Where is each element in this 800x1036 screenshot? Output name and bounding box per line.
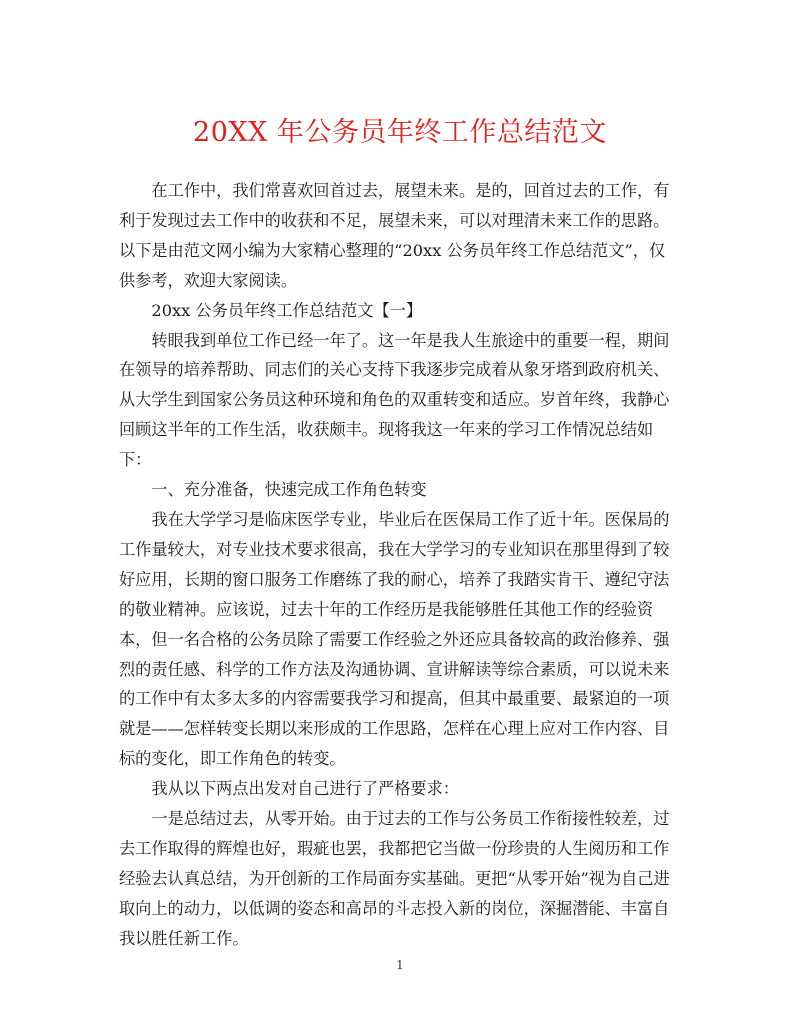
body-paragraph: 我从以下两点出发对自己进行了严格要求： — [151, 779, 459, 799]
section-heading-one: 20xx 公务员年终工作总结范文【一】 — [151, 300, 423, 320]
document-body — [119, 176, 679, 954]
page-number: 1 — [396, 958, 404, 972]
intro-paragraph: 在工作中，我们常喜欢回首过去，展望未来。是的，回首过去的工作，有利于发现过去工作中的收获和不足，展望未来，可以对理清未来工作的思路。以下是由范文网小编为大家精心整理的“20xx 公务员年终工作总结范文”，仅供参考，欢迎大家阅读。 — [119, 181, 670, 290]
body-paragraph: 一是总结过去，从零开始。由于过去的工作与公务员工作衔接性较差，过去工作取得的辉煌也好，瑕疵也罢，我都把它当做一份珍贵的人生阅历和工作经验去认真总结，为开创新的工作局面夯实基础。更把“从零开始”视为自己进取向上的动力，以低调的姿态和高昂的斗志投入新的岗位，深掘潜能、丰富自我以胜任新工作。 — [119, 809, 670, 948]
subheading-one: 一、充分准备，快速完成工作角色转变 — [151, 480, 427, 500]
body-paragraph: 我在大学学习是临床医学专业，毕业后在医保局工作了近十年。医保局的工作量较大，对专业技术要求很高，我在大学学习的专业知识在那里得到了较好应用，长期的窗口服务工作磨练了我的耐心，培养了我踏实肯干、遵纪守法的敬业精神。应该说，过去十年的工作经历是我能够胜任其他工作的经验资本，但一名合格的公务员除了需要工作经验之外还应具备较高的政治修养、强烈的责任感、科学的工作方法及沟通协调、宣讲解读等综合素质，可以说未来的工作中有太多太多的内容需要我学习和提高，但其中最重要、最紧迫的一项就是——怎样转变长期以来形成的工作思路，怎样在心理上应对工作内容、目标的变化，即工作角色的转变。 — [119, 509, 670, 769]
body-paragraph: 转眼我到单位工作已经一年了。这一年是我人生旅途中的重要一程，期间在领导的培养帮助、同志们的关心支持下我逐步完成着从象牙塔到政府机关、从大学生到国家公务员这种环境和角色的双重转变和适应。岁首年终，我静心回顾这半年的工作生活，收获颇丰。现将我这一年来的学习工作情况总结如下： — [119, 330, 670, 470]
document-title: 20XX 年公务员年终工作总结范文 — [193, 117, 607, 148]
